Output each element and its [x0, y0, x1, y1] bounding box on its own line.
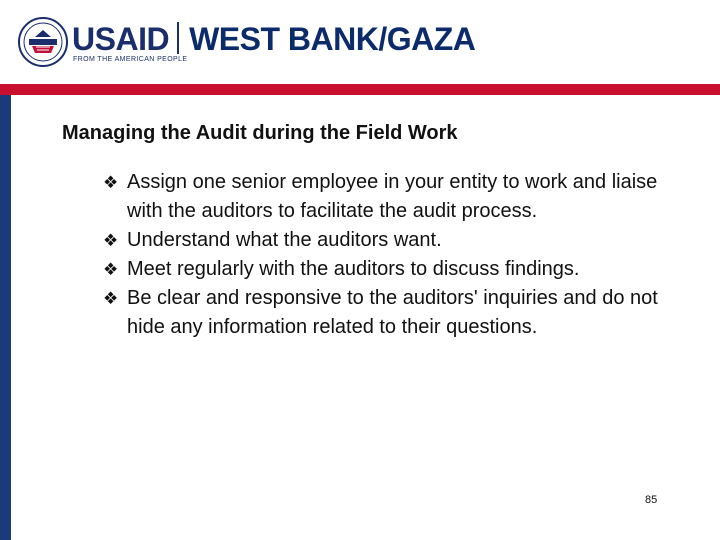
slide-title: Managing the Audit during the Field Work: [62, 122, 458, 144]
logo-region-text: WEST BANK/GAZA: [189, 21, 476, 57]
bullet-text: Be clear and responsive to the auditors' inquiries and do not hide any information related to their questions.: [127, 287, 658, 338]
list-item: [103, 168, 693, 226]
list-item: [103, 255, 693, 284]
diamond-bullet-icon: ❖: [103, 289, 119, 308]
diamond-bullet-icon: ❖: [103, 173, 119, 192]
header-red-bar: [0, 84, 720, 95]
usaid-logo-wordmark: [72, 22, 475, 56]
usaid-seal-icon: [18, 17, 68, 67]
slide-header: [0, 0, 720, 84]
logo-divider: [177, 22, 179, 54]
diamond-bullet-icon: ❖: [103, 260, 119, 279]
bullet-text: Assign one senior employee in your entity to work and liaise with the auditors to facilitate the audit process.: [127, 171, 658, 222]
bullet-text: Understand what the auditors want.: [127, 229, 442, 251]
left-blue-bar: [0, 95, 11, 540]
list-item: [103, 284, 693, 342]
bullet-text: Meet regularly with the auditors to discuss findings.: [127, 258, 580, 280]
bullet-list: [103, 168, 693, 342]
page-number: 85: [645, 494, 658, 506]
list-item: [103, 226, 693, 255]
logo-usaid-text: USAID: [72, 21, 170, 57]
diamond-bullet-icon: ❖: [103, 231, 119, 250]
logo-tagline: FROM THE AMERICAN PEOPLE: [73, 56, 188, 63]
